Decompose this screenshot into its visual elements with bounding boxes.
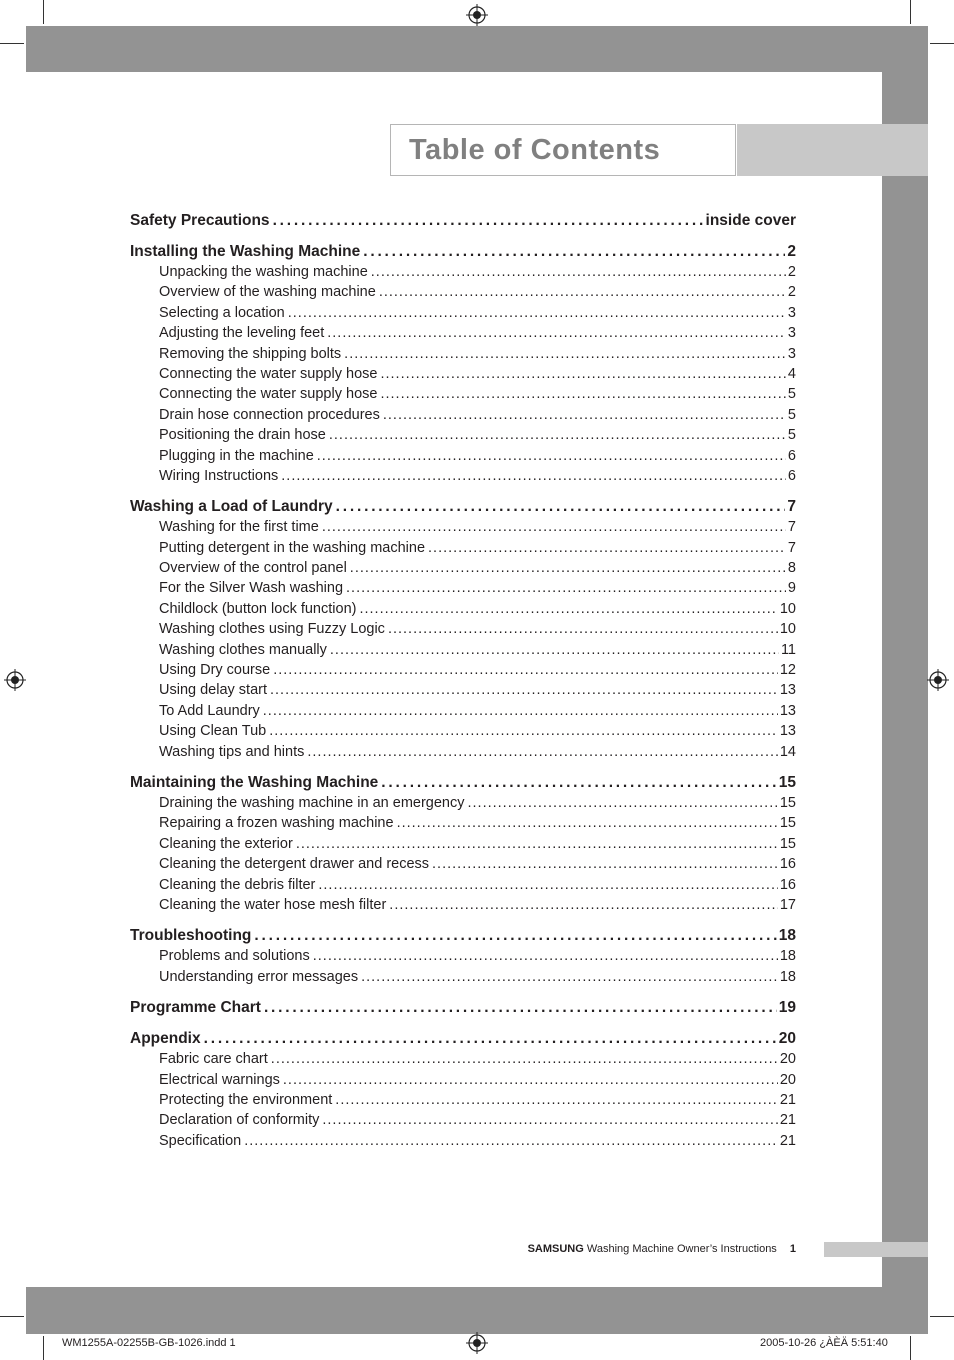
toc-entry-label: To Add Laundry (159, 702, 260, 719)
toc-entry-label: Childlock (button lock function) (159, 600, 357, 617)
dot-leader (264, 999, 777, 1017)
dot-leader (344, 346, 786, 362)
toc-entry (130, 744, 796, 764)
dot-leader (296, 836, 778, 852)
dot-leader (346, 580, 786, 596)
dot-leader (307, 744, 778, 760)
toc-entry-label: Using Clean Tub (159, 723, 267, 740)
toc-entry (130, 877, 796, 897)
toc-entry (130, 621, 796, 641)
registration-mark-icon (4, 669, 26, 691)
toc-entry-label: Adjusting the leveling feet (159, 325, 325, 342)
dot-leader (271, 1051, 778, 1067)
dot-leader (270, 682, 778, 698)
toc-entry-label: Washing clothes using Fuzzy Logic (159, 621, 385, 638)
dot-leader (281, 468, 786, 484)
toc-entry-label: Cleaning the debris filter (159, 876, 316, 893)
toc-entry-label: Using Dry course (159, 662, 271, 679)
toc-entry (130, 580, 796, 600)
toc-entry-label: Protecting the environment (159, 1091, 333, 1108)
dot-leader (254, 927, 776, 945)
toc-entry-page: 3 (787, 345, 796, 362)
toc-entry-label: For the Silver Wash washing (159, 580, 344, 597)
toc-entry-label: Understanding error messages (159, 968, 359, 985)
toc-entry-page: 15 (779, 815, 796, 832)
dot-leader (359, 601, 777, 617)
dot-leader (397, 815, 778, 831)
registration-mark-icon (466, 1332, 488, 1354)
toc-section-page: 7 (787, 498, 796, 516)
dot-leader (389, 897, 778, 913)
toc-entry (130, 540, 796, 560)
toc-entry (130, 407, 796, 427)
toc-entry-label: Cleaning the water hose mesh filter (159, 896, 387, 913)
dot-leader (273, 212, 704, 230)
toc-entry (130, 325, 796, 345)
toc-entry-label: Selecting a location (159, 304, 285, 321)
dot-leader (363, 243, 785, 261)
dot-leader (350, 560, 786, 576)
toc-entry-label: Connecting the water supply hose (159, 386, 378, 403)
footer-page-number: 1 (789, 1243, 796, 1255)
dot-leader (327, 325, 786, 341)
dot-leader (204, 1030, 777, 1048)
toc-entry (130, 969, 796, 989)
toc-entry-page: 20 (779, 1051, 796, 1068)
print-slug-file: WM1255A-02255B-GB-1026.indd 1 (62, 1337, 236, 1349)
toc-section-page: 20 (778, 1030, 796, 1048)
toc-entry-page: 2 (787, 284, 796, 301)
toc-section (130, 1030, 796, 1051)
page-footer (0, 1243, 796, 1255)
toc-entry-page: 5 (787, 386, 796, 403)
toc-entry-label: Wiring Instructions (159, 467, 279, 484)
registration-mark-icon (927, 669, 949, 691)
toc-entry-page: 16 (779, 856, 796, 873)
toc-entry-page: 14 (779, 743, 796, 760)
toc-entry (130, 682, 796, 702)
toc-section-page: 2 (787, 243, 796, 260)
dot-leader (335, 1092, 778, 1108)
toc-entry-page: 2 (787, 264, 796, 280)
toc-entry (130, 948, 796, 968)
toc-section-page: inside cover (705, 212, 796, 229)
toc-entry-page: 20 (779, 1071, 796, 1088)
dot-leader (330, 642, 779, 658)
toc-section (130, 243, 796, 264)
toc-entry-label: Unpacking the washing machine (159, 264, 368, 280)
toc-entry (130, 427, 796, 447)
toc-section-label: Washing a Load of Laundry (130, 498, 333, 516)
dot-leader (380, 366, 785, 382)
dot-leader (317, 448, 786, 464)
toc-section (130, 927, 796, 948)
toc-entry (130, 1051, 796, 1071)
toc-entry-label: Using delay start (159, 682, 267, 699)
toc-entry-page: 21 (779, 1091, 796, 1108)
toc-entry-page: 3 (787, 325, 796, 342)
toc-entry-label: Problems and solutions (159, 948, 310, 965)
toc-section-label: Troubleshooting (130, 927, 252, 945)
dot-leader (432, 856, 778, 872)
toc-section-label: Safety Precautions (130, 212, 270, 229)
toc-entry-page: 8 (787, 560, 796, 577)
toc-entry-page: 17 (779, 896, 796, 913)
toc-entry-label: Washing tips and hints (159, 743, 305, 760)
toc-entry (130, 366, 796, 386)
toc-entry-label: Overview of the washing machine (159, 284, 376, 301)
toc-entry-page: 13 (779, 723, 796, 740)
dot-leader (381, 774, 776, 792)
toc-entry-label: Cleaning the detergent drawer and recess (159, 856, 430, 873)
toc-entry (130, 560, 796, 580)
toc-entry-page: 13 (779, 682, 796, 699)
table-of-contents (130, 212, 796, 1153)
right-band (882, 26, 928, 1334)
title-tab (737, 124, 928, 176)
toc-entry-page: 21 (779, 1112, 796, 1129)
toc-entry (130, 856, 796, 876)
page-title: Table of Contents (409, 134, 661, 166)
toc-entry-page: 7 (787, 539, 796, 556)
toc-entry-page: 10 (779, 600, 796, 617)
toc-entry-label: Declaration of conformity (159, 1112, 320, 1129)
toc-entry-page: 13 (779, 702, 796, 719)
toc-section-label: Programme Chart (130, 999, 261, 1017)
toc-entry-label: Washing clothes manually (159, 641, 327, 658)
toc-entry (130, 897, 796, 917)
toc-entry-label: Fabric care chart (159, 1051, 268, 1068)
toc-entry-page: 6 (787, 447, 796, 464)
registration-mark-icon (466, 4, 488, 26)
toc-entry-page: 5 (787, 427, 796, 444)
toc-section-page: 19 (778, 999, 796, 1017)
toc-entry (130, 386, 796, 406)
toc-entry (130, 284, 796, 304)
toc-entry (130, 601, 796, 621)
dot-leader (273, 662, 778, 678)
toc-entry (130, 305, 796, 325)
toc-entry-page: 16 (779, 876, 796, 893)
dot-leader (313, 948, 778, 964)
toc-entry (130, 723, 796, 743)
toc-entry-label: Draining the washing machine in an emergency (159, 794, 465, 811)
toc-entry-page: 12 (779, 662, 796, 679)
dot-leader (322, 1112, 777, 1128)
dot-leader (379, 284, 786, 300)
footer-text: Washing Machine Owner’s Instructions (586, 1243, 777, 1255)
toc-entry-label: Washing for the first time (159, 519, 319, 536)
dot-leader (329, 427, 786, 443)
toc-entry-page: 4 (787, 365, 796, 382)
toc-section-label: Maintaining the Washing Machine (130, 773, 379, 791)
dot-leader (318, 877, 777, 893)
toc-entry-page: 15 (779, 835, 796, 852)
toc-entry-page: 18 (779, 968, 796, 985)
dot-leader (371, 264, 786, 280)
toc-entry (130, 815, 796, 835)
toc-entry (130, 642, 796, 662)
dot-leader (361, 969, 778, 985)
dot-leader (383, 407, 786, 423)
toc-section (130, 774, 796, 795)
toc-entry-page: 18 (779, 948, 796, 965)
dot-leader (428, 540, 786, 556)
bottom-band (26, 1287, 928, 1334)
toc-entry-page: 3 (787, 304, 796, 321)
toc-section (130, 498, 796, 519)
toc-entry (130, 795, 796, 815)
toc-entry-page: 7 (787, 519, 796, 536)
dot-leader (467, 795, 777, 811)
toc-section (130, 999, 796, 1020)
toc-entry (130, 836, 796, 856)
dot-leader (388, 621, 778, 637)
toc-entry-page: 21 (779, 1132, 796, 1149)
toc-entry (130, 1072, 796, 1092)
toc-entry (130, 346, 796, 366)
toc-entry-page: 5 (787, 406, 796, 423)
print-slug-date: 2005-10-26 ¿ÀÈÄ 5:51:40 (760, 1337, 888, 1349)
toc-entry (130, 264, 796, 284)
footer-tab (824, 1242, 928, 1257)
toc-entry-label: Drain hose connection procedures (159, 406, 380, 423)
footer-brand: SAMSUNG (527, 1243, 584, 1255)
toc-entry-page: 6 (787, 467, 796, 484)
toc-entry-label: Electrical warnings (159, 1071, 280, 1088)
toc-entry-label: Cleaning the exterior (159, 835, 293, 852)
dot-leader (336, 498, 786, 516)
toc-entry-label: Removing the shipping bolts (159, 345, 342, 362)
toc-entry-page: 10 (779, 621, 796, 638)
toc-entry-label: Overview of the control panel (159, 560, 347, 577)
toc-entry (130, 468, 796, 488)
dot-leader (283, 1072, 778, 1088)
toc-entry-label: Specification (159, 1132, 242, 1149)
toc-entry (130, 662, 796, 682)
toc-section-page: 18 (778, 927, 796, 945)
dot-leader (322, 519, 786, 535)
title-box (390, 124, 736, 176)
toc-entry-page: 9 (787, 580, 796, 597)
toc-entry-label: Connecting the water supply hose (159, 365, 378, 382)
toc-entry (130, 1112, 796, 1132)
dot-leader (244, 1133, 778, 1149)
top-band (26, 26, 928, 72)
toc-entry-page: 15 (779, 794, 796, 811)
toc-entry-label: Positioning the drain hose (159, 427, 326, 444)
dot-leader (380, 386, 785, 402)
toc-section-page: 15 (778, 773, 796, 791)
toc-entry (130, 519, 796, 539)
toc-entry-label: Plugging in the machine (159, 447, 314, 464)
toc-entry-label: Repairing a frozen washing machine (159, 815, 394, 832)
toc-entry (130, 1133, 796, 1153)
toc-entry (130, 448, 796, 468)
dot-leader (288, 305, 786, 321)
toc-section (130, 212, 796, 233)
dot-leader (263, 703, 778, 719)
toc-entry (130, 703, 796, 723)
toc-entry (130, 1092, 796, 1112)
dot-leader (269, 723, 778, 739)
toc-section-label: Installing the Washing Machine (130, 243, 361, 260)
toc-entry-label: Putting detergent in the washing machine (159, 539, 426, 556)
toc-entry-page: 11 (780, 641, 796, 658)
toc-section-label: Appendix (130, 1030, 201, 1048)
